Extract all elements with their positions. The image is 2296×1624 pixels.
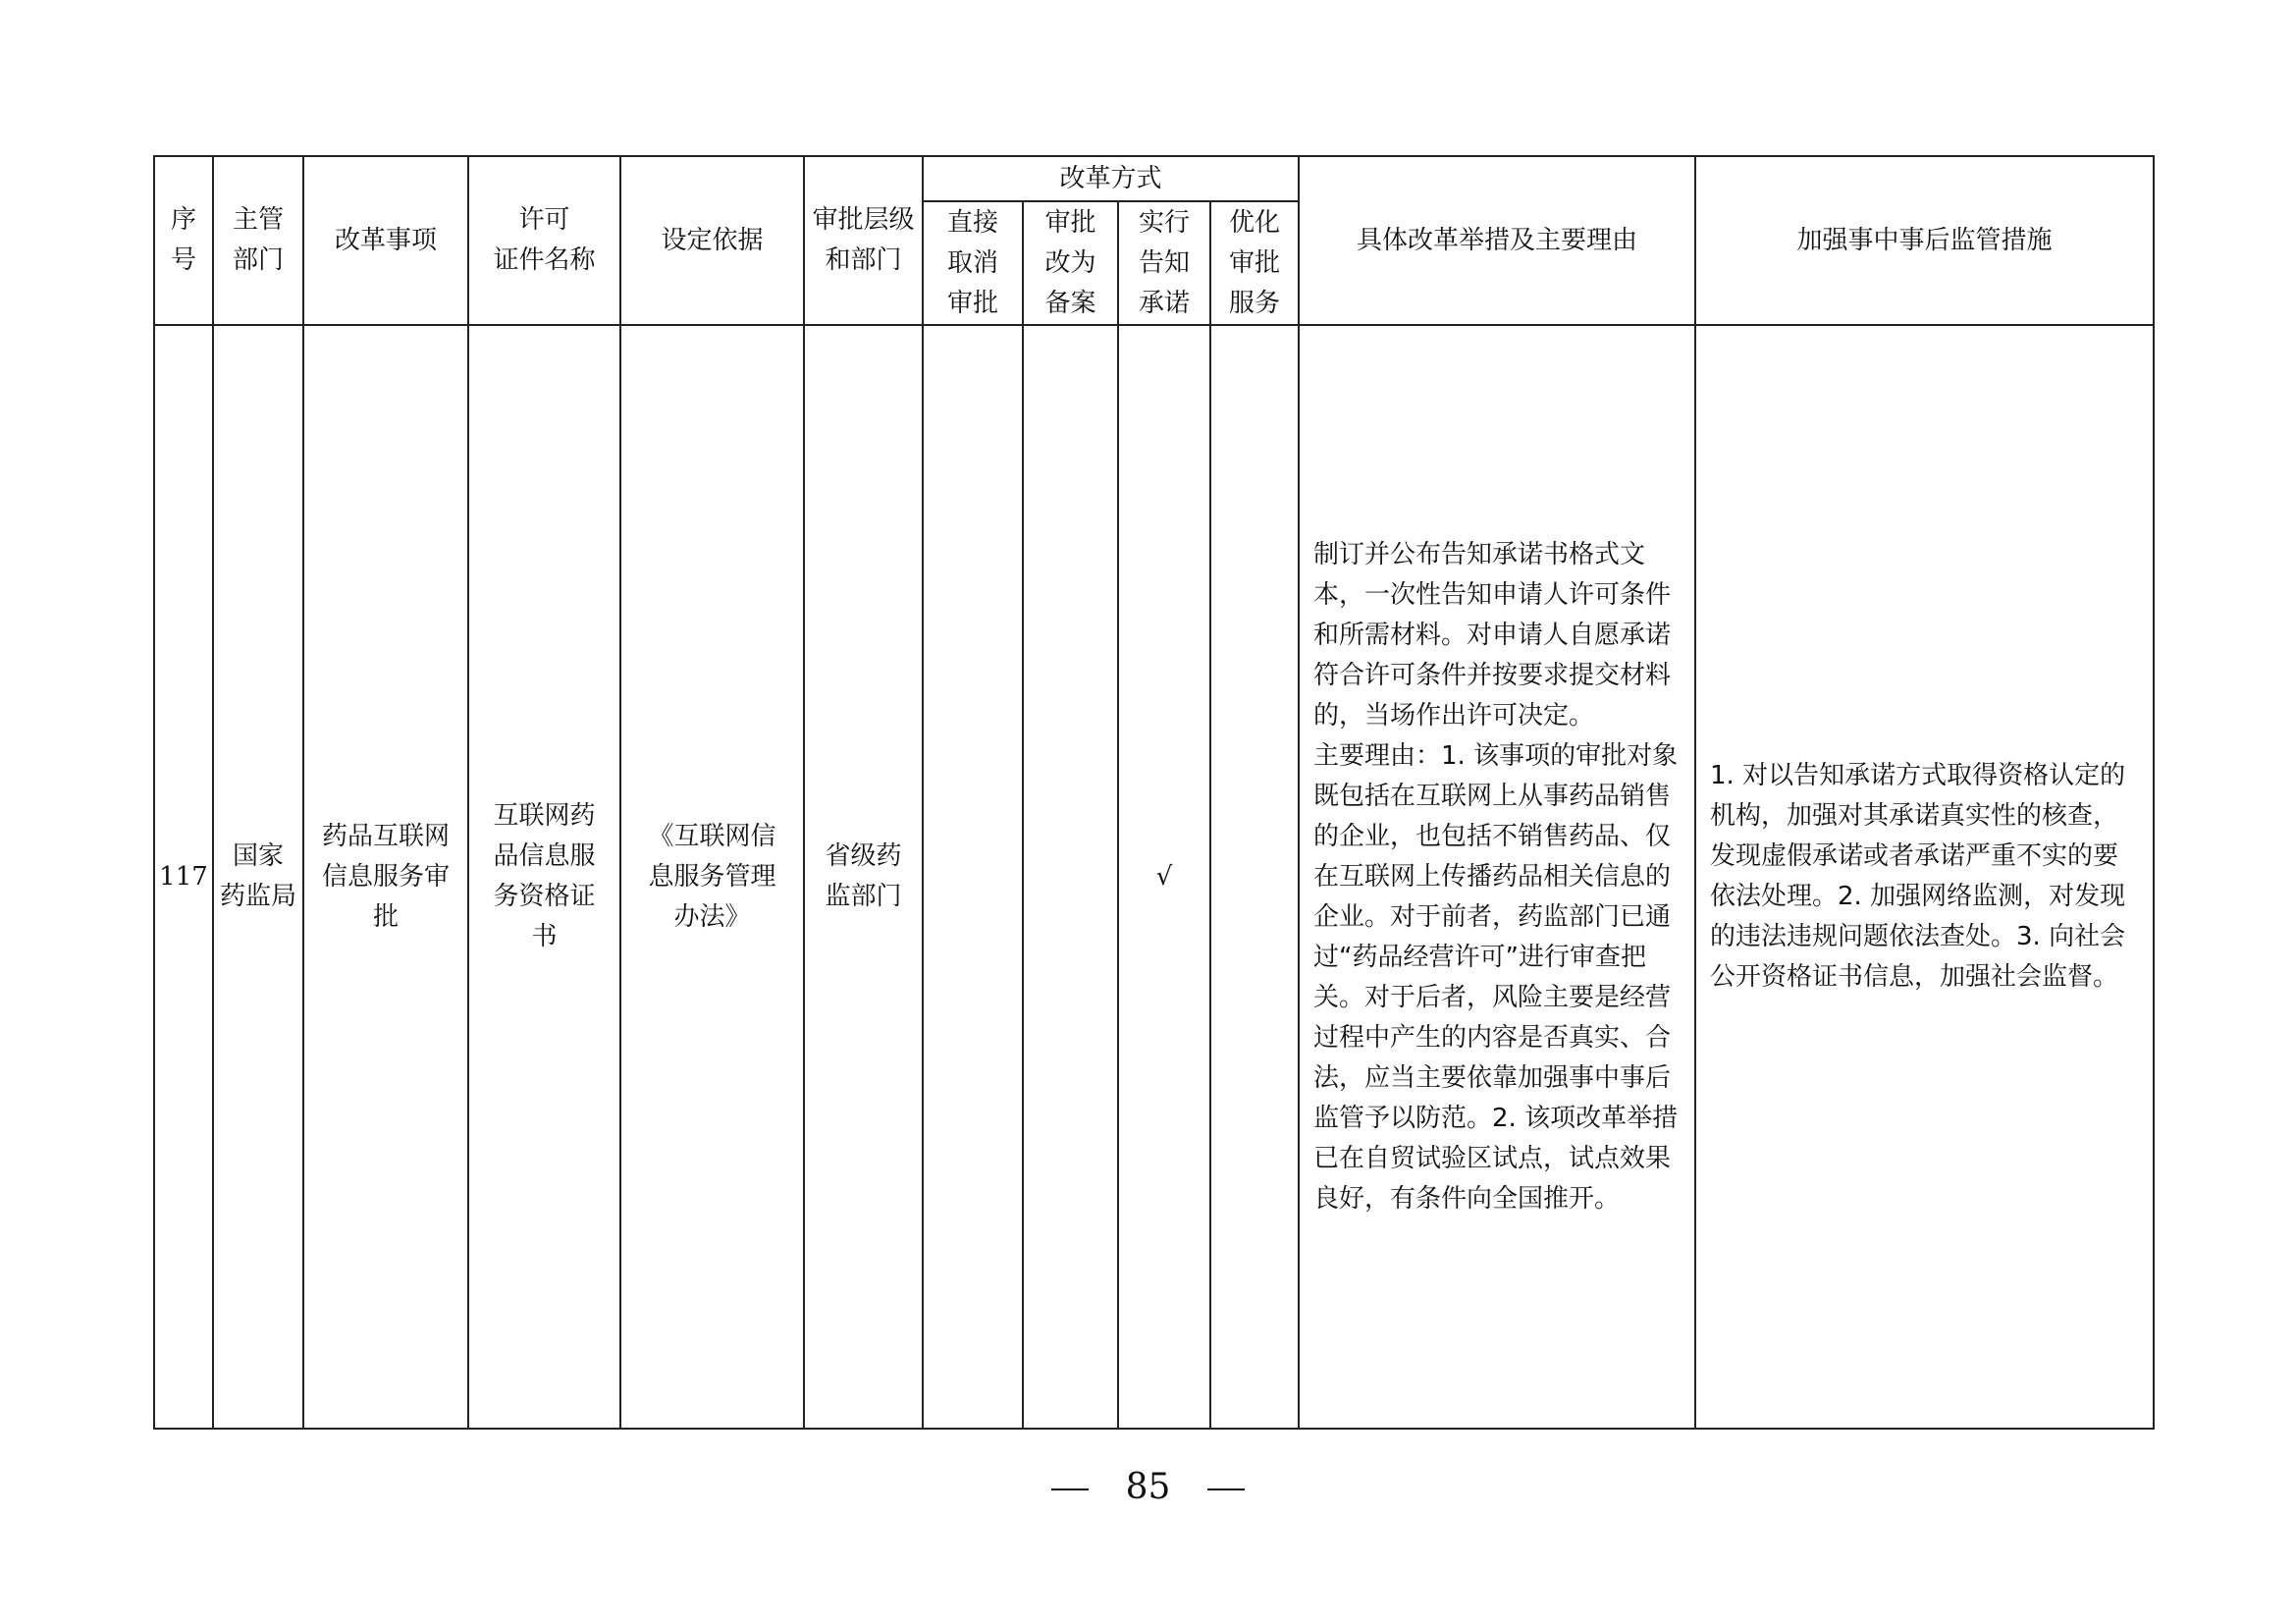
cell-item: 药品互联网 信息服务审 批	[303, 325, 468, 1429]
table-row	[154, 325, 2154, 1429]
measures-paragraph-2: 主要理由：1. 该事项的审批对象既包括在互联网上从事药品销售的企业，也包括不销售药品、仅在互联网上传播药品相关信息的企业。对于前者，药监部门已通过“药品经营许可”进行审查把关。对于后者，风险主要是经营过程中产生的内容是否真实、合法，应当主要依靠加强事中事后监管予以防范。2. 该项改革举措已在自贸试验区试点，试点效果良好，有条件向全国推开。	[1313, 740, 1679, 1214]
header-seq: 序 号	[154, 156, 213, 325]
page-footer	[0, 1467, 2296, 1507]
cell-license: 互联网药 品信息服 务资格证 书	[468, 325, 620, 1429]
header-license: 许可 证件名称	[468, 156, 620, 325]
header-mode-promise: 实行 告知 承诺	[1118, 201, 1210, 325]
cell-mode-filing	[1023, 325, 1118, 1429]
header-basis: 设定依据	[620, 156, 804, 325]
cell-measures	[1299, 325, 1695, 1429]
header-mode-cancel: 直接 取消 审批	[923, 201, 1023, 325]
header-mode-optimize: 优化 审批 服务	[1210, 201, 1299, 325]
cell-level: 省级药 监部门	[804, 325, 923, 1429]
cell-basis: 《互联网信 息服务管理 办法》	[620, 325, 804, 1429]
cell-dept: 国家 药监局	[213, 325, 303, 1429]
header-reform-mode: 改革方式	[923, 156, 1299, 201]
measures-paragraph-1: 制订并公布告知承诺书格式文本，一次性告知申请人许可条件和所需材料。对申请人自愿承诺符合许可条件并按要求提交材料的，当场作出许可决定。	[1313, 539, 1672, 731]
cell-seq: 117	[154, 325, 213, 1429]
header-mode-filing: 审批 改为 备案	[1023, 201, 1118, 325]
footer-dash-left	[1051, 1489, 1089, 1490]
cell-mode-cancel	[923, 325, 1023, 1429]
reform-table	[153, 155, 2155, 1430]
footer-dash-right	[1207, 1489, 1245, 1490]
header-supervision: 加强事中事后监管措施	[1695, 156, 2154, 325]
header-item: 改革事项	[303, 156, 468, 325]
cell-mode-optimize	[1210, 325, 1299, 1429]
cell-mode-promise: √	[1118, 325, 1210, 1429]
header-level: 审批层级 和部门	[804, 156, 923, 325]
header-dept: 主管 部门	[213, 156, 303, 325]
header-measures: 具体改革举措及主要理由	[1299, 156, 1695, 325]
cell-supervision: 1. 对以告知承诺方式取得资格认定的机构，加强对其承诺真实性的核查，发现虚假承诺或者承诺严重不实的要依法处理。2. 加强网络监测，对发现的违法违规问题依法查处。3. 向社会公开资格证书信息，加强社会监督。	[1695, 325, 2154, 1429]
page-number: 85	[1125, 1467, 1171, 1507]
